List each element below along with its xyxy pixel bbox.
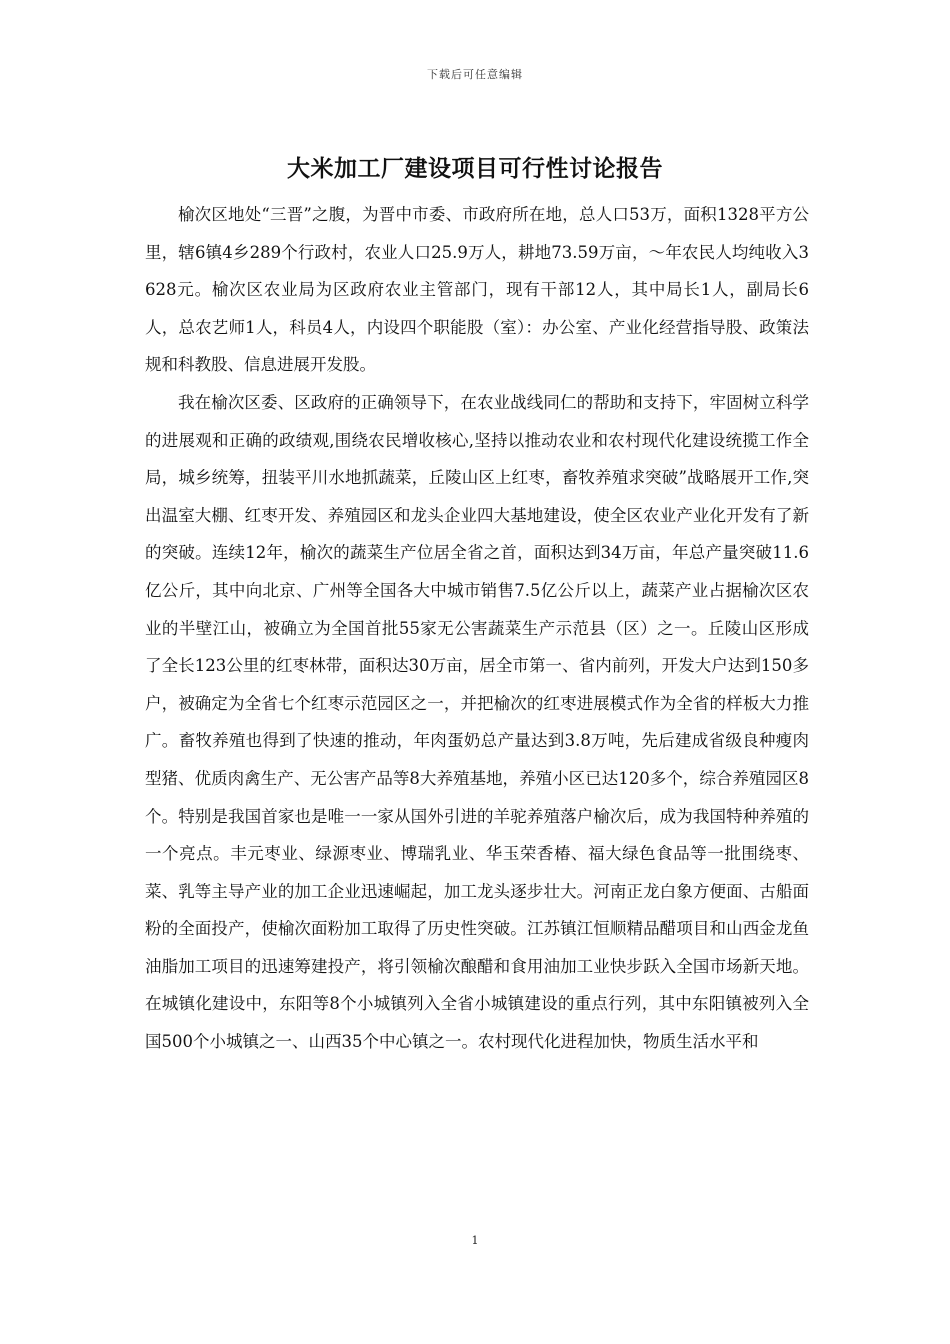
page-number: 1 — [471, 1234, 479, 1247]
paragraph-achievements: 我在榆次区委、区政府的正确领导下，在农业战线同仁的帮助和支持下，牢固树立科学的进展观和正确的政绩观,围绕农民增收核心,坚持以推动农业和农村现代化建设统揽工作全局，城乡统筹，扭装平川水地抓蔬菜，丘陵山区上红枣，畜牧养殖求突破”战略展开工作,突出温室大棚、红枣开发、养殖园区和龙头企业四大基地建设，使全区农业产业化开发有了新的突破。连续12年，榆次的蔬菜生产位居全省之首，面积达到34万亩，年总产量突破11.6亿公斤，其中向北京、广州等全国各大中城市销售7.5亿公斤以上，蔬菜产业占据榆次区农业的半壁江山，被确立为全国首批55家无公害蔬菜生产示范县（区）之一。丘陵山区形成了全长123公里的红枣林带，面积达30万亩，居全市第一、省内前列，开发大户达到150多户，被确定为全省七个红枣示范园区之一，并把榆次的红枣进展模式作为全省的样板大力推广。畜牧养殖也得到了快速的推动，年肉蛋奶总产量达到3.8万吨，先后建成省级良种瘦肉型猪、优质肉禽生产、无公害产品等8大养殖基地，养殖小区已达120多个，综合养殖园区8个。特别是我国首家也是唯一一家从国外引进的羊驼养殖落户榆次后，成为我国特种养殖的一个亮点。丰元枣业、绿源枣业、博瑞乳业、华玉荣香椿、福大绿色食品等一批围绕枣、菜、乳等主导产业的加工企业迅速崛起，加工龙头逐步壮大。河南正龙白象方便面、古船面粉的全面投产，使榆次面粉加工取得了历史性突破。江苏镇江恒顺精品醋项目和山西金龙鱼油脂加工项目的迅速筹建投产，将引领榆次酿醋和食用油加工业快步跃入全国市场新天地。在城镇化建设中，东阳等8个小城镇列入全省小城镇建设的重点行列，其中东阳镇被列入全国500个小城镇之一、山西35个中心镇之一。农村现代化进程加快，物质生活水平和 — [145, 392, 809, 1052]
paragraph-intro: 榆次区地处“三晋”之腹，为晋中市委、市政府所在地，总人口53万，面积1328平方公里，辖6镇4乡289个行政村，农业人口25.9万人，耕地73.59万亩，～年农民人均纯收入3628元。榆次区农业局为区政府农业主管部门，现有干部12人，其中局长1人，副局长6人，总农艺师1人，科员4人，内设四个职能股（室）：办公室、产业化经营指导股、政策法规和科教股、信息进展开发股。 — [145, 205, 809, 375]
header-note: 下载后可任意编辑 — [427, 68, 523, 81]
document-body — [145, 196, 809, 1061]
document-title: 大米加工厂建设项目可行性讨论报告 — [287, 156, 663, 182]
